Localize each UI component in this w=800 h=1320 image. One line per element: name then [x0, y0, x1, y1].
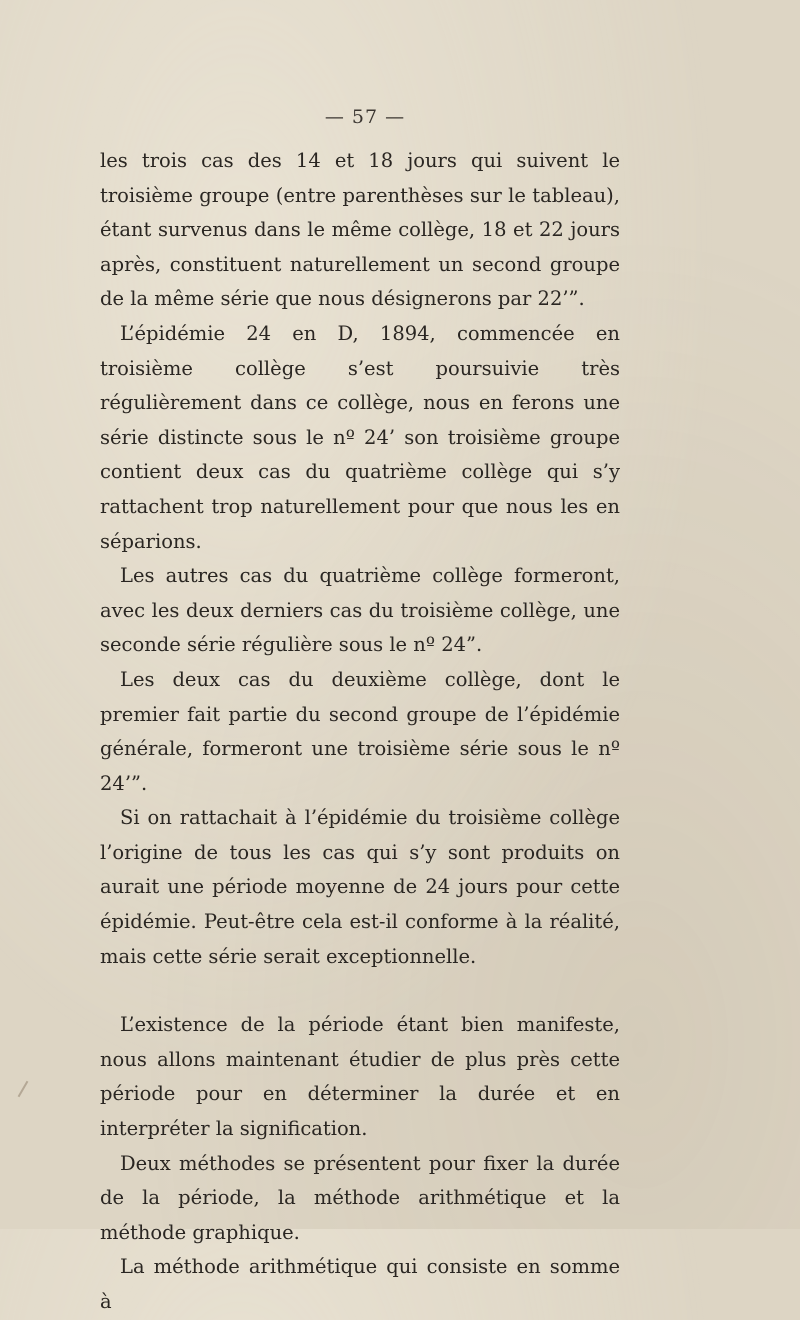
paragraph-3: Les autres cas du quatrième collège formeront, avec les deux derniers cas du troisième collège, une seconde série régulière sous le nº 24”.	[100, 564, 620, 657]
page-number: — 57 —	[324, 106, 406, 128]
body-text	[100, 144, 620, 1320]
paragraph-4: Les deux cas du deuxième collège, dont le premier fait partie du second groupe de l’épidémie générale, formeront une troisième série sous le nº 24’”.	[100, 667, 620, 795]
paragraph-6: L’existence de la période étant bien manifeste, nous allons maintenant étudier de plus près cette période pour en déterminer la durée et en interpréter la signification.	[100, 1013, 620, 1141]
paragraph-2: L’épidémie 24 en D, 1894, commencée en troisième collège s’est poursuivie très régulièrement dans ce collège, nous en ferons une série distincte sous le nº 24’ son troisième groupe contient deux cas du quatrième collège qui s’y rattachent trop naturellement pour que nous les en séparions.	[100, 321, 620, 553]
paragraph-1: les trois cas des 14 et 18 jours qui suivent le troisième groupe (entre parenthèses sur le tableau), étant survenus dans le même collège, 18 et 22 jours après, constituent naturellement un second groupe de la même série que nous désignerons par 22’”.	[100, 149, 620, 311]
paragraph-8: La méthode arithmétique qui consiste en somme à	[100, 1255, 620, 1313]
paragraph-7: Deux méthodes se présentent pour fixer la durée de la période, la méthode arithmétique et la méthode graphique.	[100, 1151, 620, 1244]
paper-mark	[18, 1081, 29, 1098]
paragraph-5: Si on rattachait à l’épidémie du troisième collège l’origine de tous les cas qui s’y sont produits on aurait une période moyenne de 24 jours pour cette épidémie. Peut-être cela est-il conforme à la réalité, mais cette série serait exceptionnelle.	[100, 806, 620, 968]
